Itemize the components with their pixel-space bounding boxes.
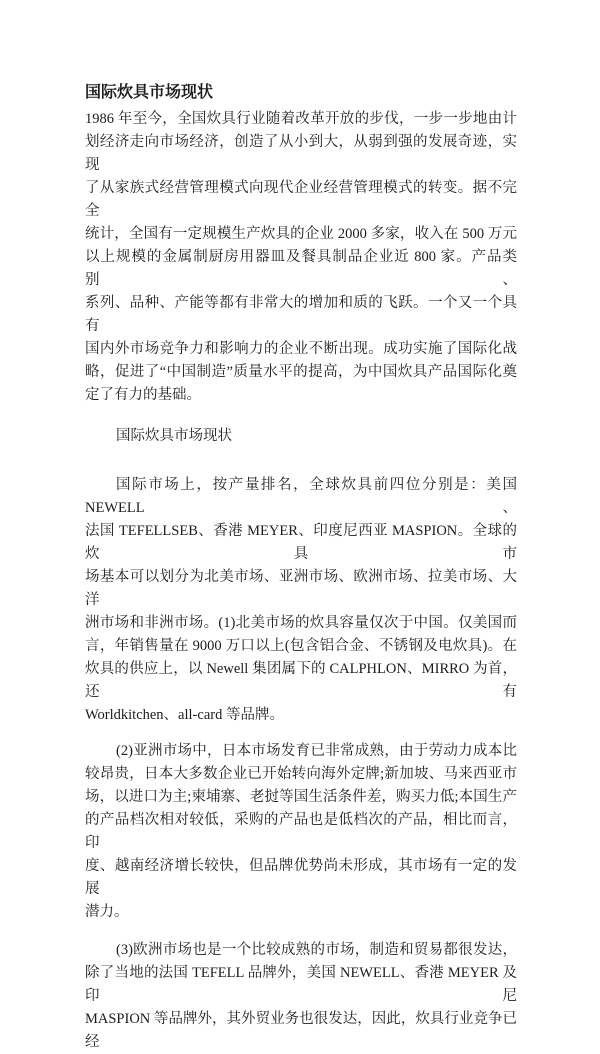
text-line: 炊具的供应上，以 Newell 集团属下的 CALPHLON、MIRRO 为首，还有 xyxy=(85,661,517,700)
text-line: 统计，全国有一定规模生产炊具的企业 2000 多家，收入在 500 万元 xyxy=(85,226,517,242)
paragraph xyxy=(85,108,517,407)
text-line: Worldkitchen、all-card 等品牌。 xyxy=(85,707,284,723)
text-line: 洲市场和非洲市场。(1)北美市场的炊具容量仅次于中国。仅美国而 xyxy=(85,615,517,631)
paragraph xyxy=(85,740,517,924)
paragraph xyxy=(85,939,517,1054)
text-line: 略，促进了“中国制造”质量水平的提高，为中国炊具产品国际化奠 xyxy=(85,364,517,380)
text-line: 的产品档次相对较低，采购的产品也是低档次的产品，相比而言，印 xyxy=(85,812,517,851)
text-line: 较昂贵，日本大多数企业已开始转向海外定牌;新加坡、马来西亚市 xyxy=(85,766,517,782)
text-line: 度、越南经济增长较快，但品牌优势尚未形成，其市场有一定的发展 xyxy=(85,858,517,897)
document-title: 国际炊具市场现状 xyxy=(85,84,214,101)
text-line: 国际市场上，按产量排名，全球炊具前四位分别是：美国 NEWELL、 xyxy=(85,477,521,516)
text-line: 场，以进口为主;柬埔寨、老挝等国生活条件差，购买力低;本国生产 xyxy=(85,789,517,805)
text-line: 定了有力的基础。 xyxy=(85,387,201,403)
text-line: 场基本可以划分为北美市场、亚洲市场、欧洲市场、拉美市场、大洋 xyxy=(85,569,517,608)
document-body xyxy=(85,81,521,1054)
paragraph xyxy=(85,474,521,727)
text-line: 法国 TEFELLSEB、香港 MEYER、印度尼西亚 MASPION。全球的炊具市 xyxy=(85,523,517,562)
paragraphs-container xyxy=(85,108,521,1054)
text-line: 言，年销售量在 9000 万口以上(包含铝合金、不锈钢及电炊具)。在 xyxy=(85,638,517,654)
text-line: 除了当地的法国 TEFELL 品牌外，美国 NEWELL、香港 MEYER 及印尼 xyxy=(85,965,517,1004)
text-line: 国内外市场竞争力和影响力的企业不断出现。成功实施了国际化战 xyxy=(85,341,517,357)
text-line: 以上规模的金属制厨房用器皿及餐具制品企业近 800 家。产品类别、 xyxy=(85,249,517,288)
text-line: 潜力。 xyxy=(85,904,129,920)
text-line: (3)欧洲市场也是一个比较成熟的市场，制造和贸易都很发达， xyxy=(116,942,517,958)
section-heading xyxy=(85,425,517,448)
text-line: (2)亚洲市场中，日本市场发育已非常成熟，由于劳动力成本比 xyxy=(116,743,517,759)
text-line: 系列、品种、产能等都有非常大的增加和质的飞跃。一个又一个具有 xyxy=(85,295,517,334)
text-line: 了从家族式经营管理模式向现代企业经营管理模式的转变。据不完全 xyxy=(85,180,517,219)
text-line: 国际炊具市场现状 xyxy=(116,428,232,444)
text-line: 1986 年至今，全国炊具行业随着改革开放的步伐，一步一步地由计 xyxy=(85,111,517,127)
text-line: MASPION 等品牌外，其外贸业务也很发达，因此，炊具行业竞争已经 xyxy=(85,1011,517,1050)
text-line: 划经济走向市场经济，创造了从小到大，从弱到强的发展奇迹，实现 xyxy=(85,134,517,173)
